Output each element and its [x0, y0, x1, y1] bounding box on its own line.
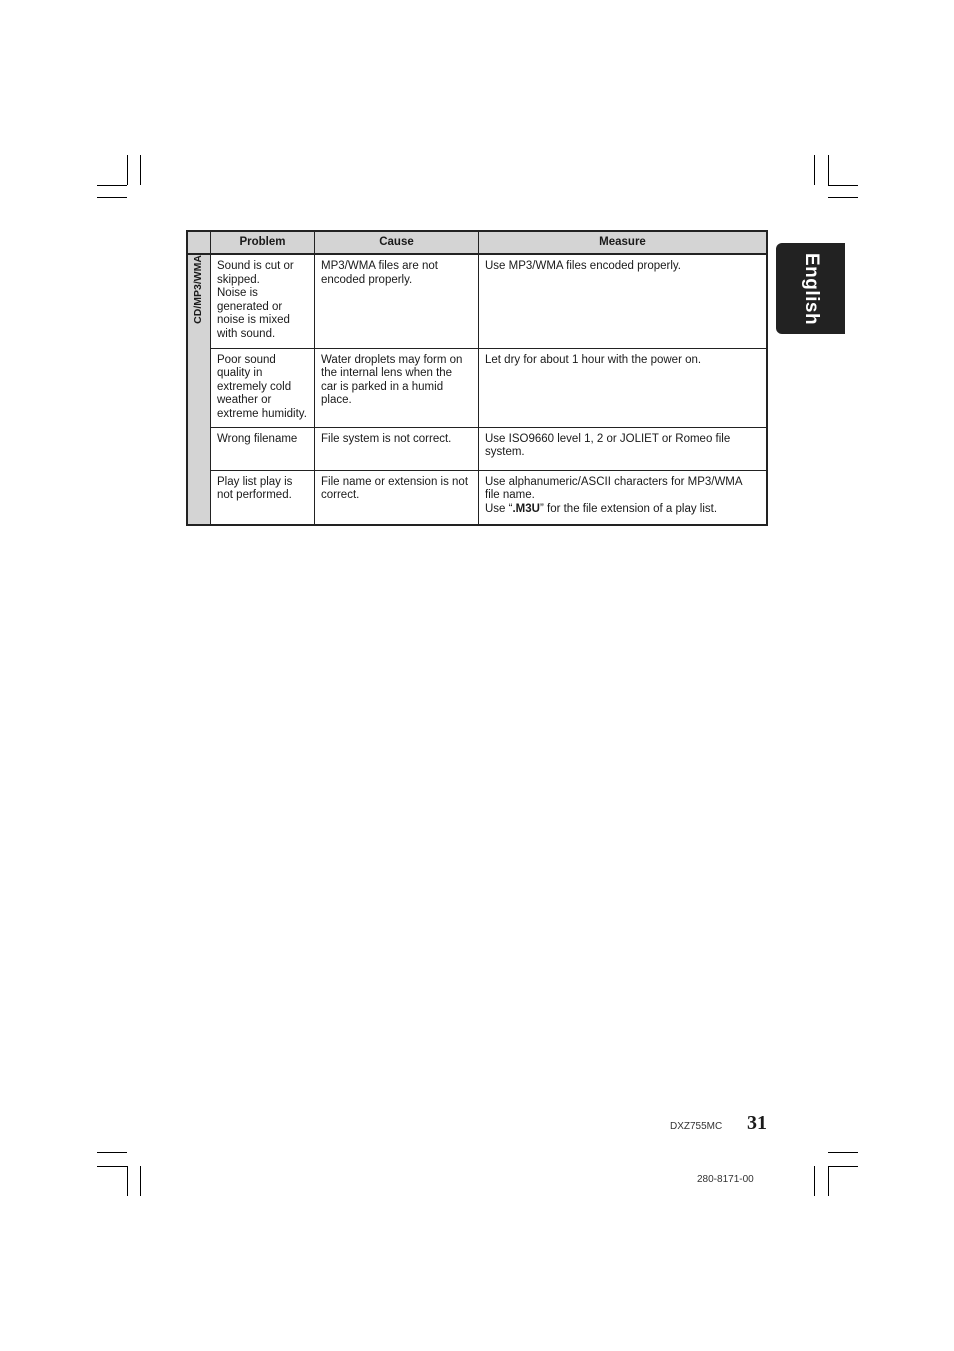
crop-mark [814, 155, 815, 185]
troubleshooting-table [186, 230, 768, 526]
cause-text: the internal lens when the [321, 367, 453, 380]
table-header-row [187, 231, 767, 254]
problem-cell [211, 254, 315, 348]
crop-mark [140, 155, 141, 185]
measure-text: Let dry for about 1 hour with the power on. [485, 353, 702, 366]
problem-text: not performed. [217, 489, 292, 502]
cause-text: Water droplets may form on [321, 353, 463, 366]
problem-text: weather or [217, 394, 272, 407]
problem-text: skipped. [217, 273, 260, 286]
cause-cell [315, 348, 479, 427]
cause-text: File name or extension is not [321, 475, 469, 488]
crop-mark [828, 185, 858, 186]
crop-mark [127, 155, 128, 185]
measure-text: file name. [485, 489, 535, 502]
crop-mark [97, 1166, 127, 1167]
header-blank [187, 231, 211, 254]
cause-text: place. [321, 394, 352, 407]
measure-cell [479, 348, 768, 427]
problem-text: Poor sound [217, 353, 276, 366]
table-row [187, 470, 767, 525]
language-tab [776, 243, 845, 334]
cause-cell [315, 470, 479, 525]
cause-text: correct. [321, 489, 360, 502]
measure-cell [479, 427, 768, 470]
table-row [187, 348, 767, 427]
header-cause: Cause [315, 231, 479, 254]
header-problem: Problem [211, 231, 315, 254]
measure-text-suffix: ” for the file extension of a play list. [539, 502, 718, 515]
crop-mark [828, 197, 858, 198]
category-label: CD/MP3/WMA [192, 255, 205, 324]
problem-text: extremely cold [217, 380, 292, 393]
measure-text: system. [485, 446, 525, 459]
crop-mark [140, 1166, 141, 1196]
problem-text: with sound. [217, 327, 276, 340]
cause-text: MP3/WMA files are not [321, 260, 438, 272]
measure-cell [479, 254, 768, 348]
model-number: DXZ755MC [670, 1121, 723, 1132]
crop-mark [828, 155, 829, 185]
crop-mark [97, 185, 127, 186]
measure-text [485, 503, 760, 517]
problem-text: Play list play is [217, 475, 293, 488]
file-extension: .M3U [512, 502, 540, 515]
crop-mark [828, 1152, 858, 1153]
problem-text: Wrong filename [217, 432, 298, 445]
crop-mark [828, 1166, 858, 1167]
problem-text: Noise is [217, 287, 258, 300]
cause-text: File system is not correct. [321, 432, 452, 445]
crop-mark [97, 197, 127, 198]
measure-text: Use MP3/WMA files encoded properly. [485, 260, 682, 272]
measure-text: Use alphanumeric/ASCII characters for MP3/WMA [485, 475, 743, 488]
page-number: 31 [747, 1112, 767, 1134]
table-row [187, 427, 767, 470]
crop-mark [127, 1166, 128, 1196]
problem-cell [211, 427, 315, 470]
problem-text: Sound is cut or [217, 260, 294, 272]
crop-mark [814, 1166, 815, 1196]
cause-text: encoded properly. [321, 273, 413, 286]
problem-text: quality in [217, 367, 263, 380]
cause-cell [315, 254, 479, 348]
language-tab-label: English [800, 252, 822, 325]
crop-mark [97, 1152, 127, 1153]
problem-cell [211, 470, 315, 525]
problem-text: generated or [217, 300, 283, 313]
part-number: 280-8171-00 [697, 1174, 754, 1185]
measure-text: Use ISO9660 level 1, 2 or JOLIET or Romeo file [485, 432, 731, 445]
table-row [187, 254, 767, 348]
category-cell [187, 254, 211, 525]
header-measure: Measure [479, 231, 768, 254]
cause-cell [315, 427, 479, 470]
problem-cell [211, 348, 315, 427]
problem-text: noise is mixed [217, 314, 290, 327]
measure-text-prefix: Use “ [485, 502, 513, 515]
measure-cell [479, 470, 768, 525]
crop-mark [828, 1166, 829, 1196]
problem-text: extreme humidity. [217, 407, 307, 420]
cause-text: car is parked in a humid [321, 380, 444, 393]
